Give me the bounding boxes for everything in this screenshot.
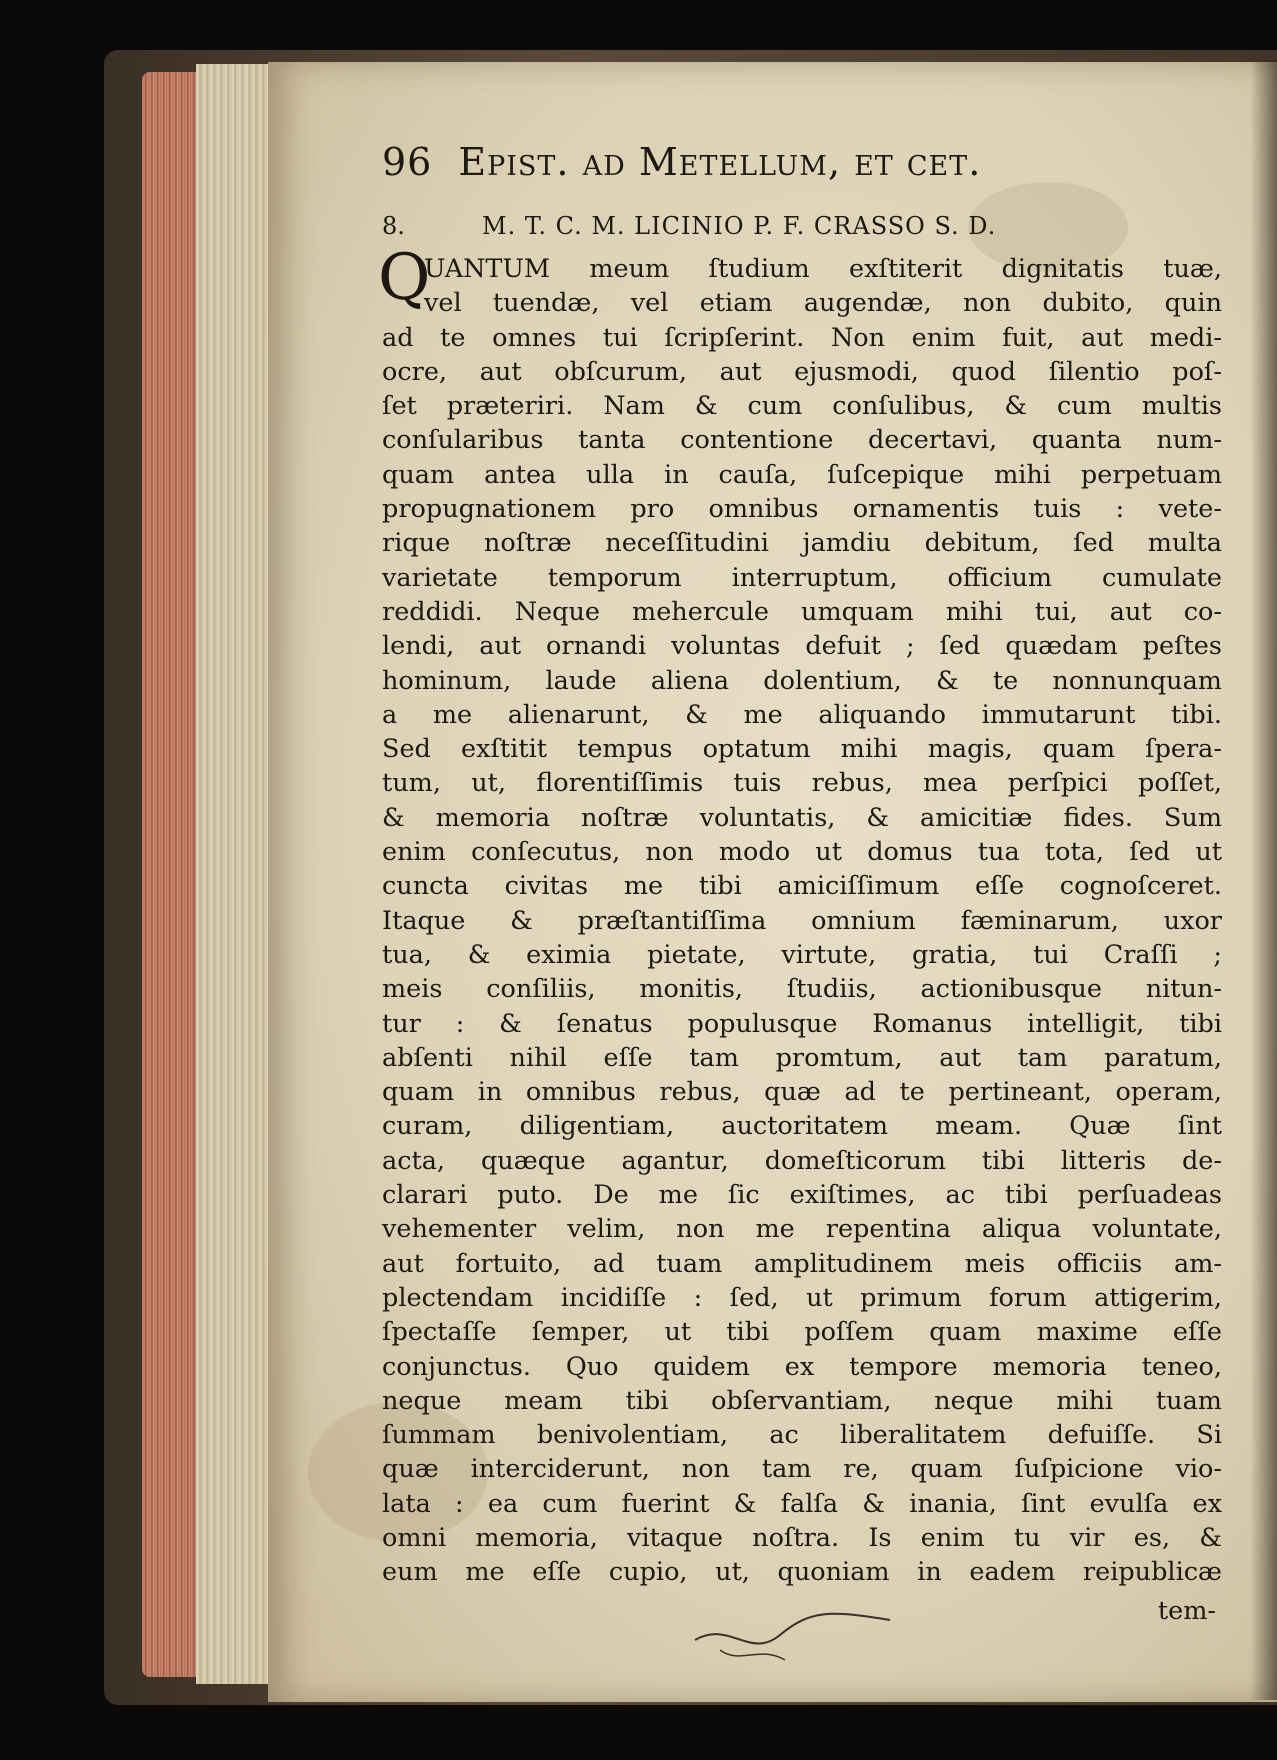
text-line: aut fortuito, ad tuam amplitudinem meis officiis am- <box>382 1248 1222 1279</box>
text-line: lata : ea cum fuerint & falſa & inania, ſint evulſa ex <box>382 1488 1222 1519</box>
text-line: ſummam benivolentiam, ac liberalitatem defuiſſe. Si <box>382 1420 1222 1451</box>
text-line: ad te omnes tui ſcripſerint. Non enim fuit, aut medi- <box>382 322 1222 353</box>
page-text <box>378 140 1222 1628</box>
text-line: hominum, laude aliena dolentium, & te nonnunquam <box>382 665 1222 696</box>
text-line: plectendam incidiſſe : ſed, ut primum forum attigerim, <box>382 1282 1222 1313</box>
text-line: cuncta civitas me tibi amiciſſimum eſſe cognoſceret. <box>382 871 1222 902</box>
text-line: neque meam tibi obſervantiam, neque mihi tuam <box>382 1385 1222 1416</box>
pen-scribble <box>690 1590 900 1670</box>
text-line: propugnationem pro omnibus ornamentis tuis : vete- <box>382 494 1222 525</box>
text-line: Sed exſtitit tempus optatum mihi magis, quam ſpera- <box>382 734 1222 765</box>
text-line: conſularibus tanta contentione decertavi, quanta num- <box>382 425 1222 456</box>
text-line: tur : & ſenatus populusque Romanus intelligit, tibi <box>382 1008 1222 1039</box>
text-line: enim conſecutus, non modo ut domus tua tota, ſed ut <box>382 837 1222 868</box>
text-line: acta, quæque agantur, domeſticorum tibi litteris de- <box>382 1145 1222 1176</box>
text-line: quam in omnibus rebus, quæ ad te pertineant, operam, <box>382 1077 1222 1108</box>
text-line: UANTUM meum ſtudium exſtiterit dignitatis tuæ, <box>424 254 1222 284</box>
text-line: Itaque & præſtantiſſima omnium fæminarum, uxor <box>382 905 1222 936</box>
letter-body <box>378 241 1222 1628</box>
text-line: a me alienarunt, & me aliquando immutarunt tibi. <box>382 699 1222 730</box>
text-line: vel tuendæ, vel etiam augendæ, non dubito, quin <box>424 288 1222 319</box>
text-line: clarari puto. De me ſic exiſtimes, ac tibi perſuadeas <box>382 1180 1222 1211</box>
text-line: ſpectaſſe ſemper, ut tibi poſſem quam maxime eſſe <box>382 1317 1222 1348</box>
page-gutter-shadow <box>1250 60 1277 1700</box>
text-line: eum me eſſe cupio, ut, quoniam in eadem reipublicæ <box>382 1557 1222 1588</box>
catchword: tem- <box>1157 1595 1216 1626</box>
text-line: reddidi. Neque mehercule umquam mihi tui, aut co- <box>382 596 1222 627</box>
text-line: vehementer velim, non me repentina aliqua voluntate, <box>382 1214 1222 1245</box>
text-line: conjunctus. Quo quidem ex tempore memoria teneo, <box>382 1351 1222 1382</box>
drop-cap: Q <box>378 241 431 315</box>
text-line: quæ interciderunt, non tam re, quam ſuſpicione vio- <box>382 1454 1222 1485</box>
text-line: abſenti nihil eſſe tam promtum, aut tam paratum, <box>382 1042 1222 1073</box>
text-line: tua, & eximia pietate, virtute, gratia, tui Craſſi ; <box>382 939 1222 970</box>
text-line: varietate temporum interruptum, officium cumulate <box>382 562 1222 593</box>
text-line: quam antea ulla in cauſa, ſuſcepique mihi perpetuam <box>382 459 1222 490</box>
text-line: lendi, aut ornandi voluntas defuit ; ſed quædam peſtes <box>382 631 1222 662</box>
running-title: Epist. ad Metellum, et cet. <box>458 140 982 184</box>
text-line: rique noſtræ neceſſitudini jamdiu debitum, ſed multa <box>382 528 1222 559</box>
letter-number: 8. <box>382 212 405 240</box>
letter-address: M. T. C. M. LICINIO P. F. CRASSO S. D. <box>482 212 997 240</box>
text-line: meis conſiliis, monitis, ſtudiis, actionibusque nitun- <box>382 974 1222 1005</box>
text-line: & memoria noſtræ voluntatis, & amicitiæ fides. Sum <box>382 802 1222 833</box>
page-number: 96 <box>382 140 433 184</box>
text-line: omni memoria, vitaque noſtra. Is enim tu vir es, & <box>382 1522 1222 1553</box>
text-line: ſet præteriri. Nam & cum conſulibus, & cum multis <box>382 391 1222 422</box>
running-head <box>382 140 1222 200</box>
text-line: tum, ut, florentiſſimis tuis rebus, mea perſpici poſſet, <box>382 768 1222 799</box>
letter-heading <box>382 212 1222 252</box>
text-line: ocre, aut obſcurum, aut ejusmodi, quod ſilentio poſ- <box>382 356 1222 387</box>
text-line: curam, diligentiam, auctoritatem meam. Quæ ſint <box>382 1111 1222 1142</box>
